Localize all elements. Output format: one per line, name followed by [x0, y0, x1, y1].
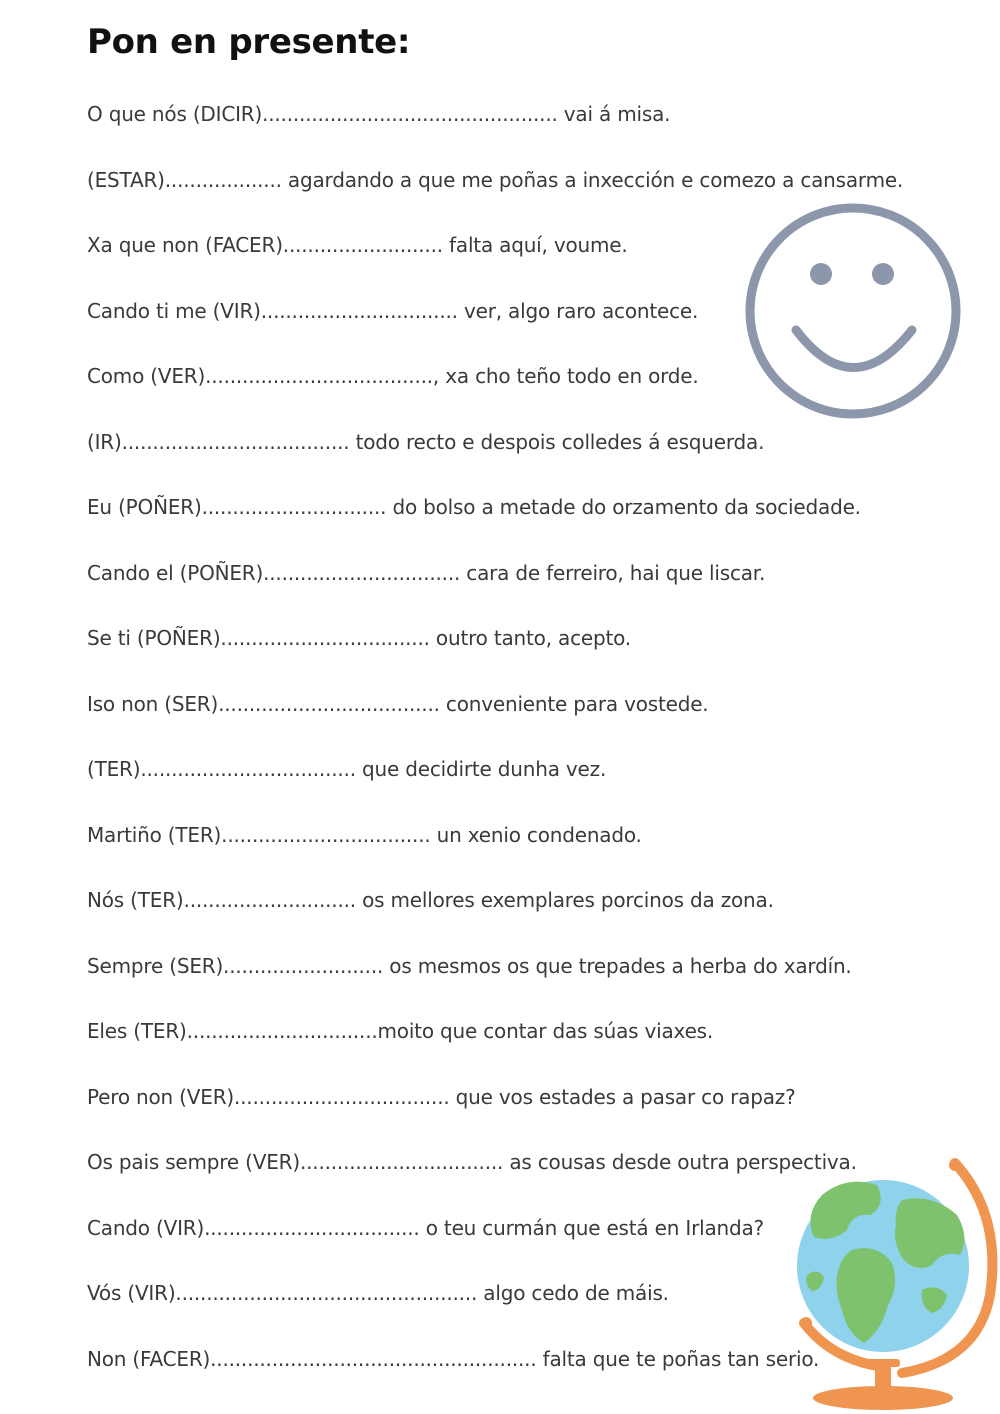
exercise-sentence: Vós (VIR)................................................. algo cedo de máis.: [87, 1281, 669, 1305]
exercise-sentence: Cando el (POÑER)................................ cara de ferreiro, hai que liscar.: [87, 560, 766, 585]
exercise-sentence: Pero non (VER)................................... que vos estades a pasar co rapaz?: [87, 1084, 796, 1109]
exercise-sentence: (IR)..................................... todo recto e despois colledes á esquerda.: [87, 429, 765, 454]
exercise-sentence: Eles (TER)...............................moito que contar das súas viaxes.: [87, 1019, 714, 1043]
exercise-sentence: Xa que non (FACER).......................... falta aquí, voume.: [87, 233, 628, 257]
exercise-sentence: Cando ti me (VIR)................................ ver, algo raro acontece.: [87, 298, 699, 323]
exercise-sentence: Martiño (TER).................................. un xenio condenado.: [87, 822, 642, 847]
exercise-sentence: Nós (TER)............................ os mellores exemplares porcinos da zona.: [87, 888, 774, 912]
exercise-sentence: Non (FACER)..................................................... falta que te poñas tan serio.: [87, 1346, 820, 1371]
exercise-sentence: (TER)................................... que decidirte dunha vez.: [87, 757, 607, 781]
exercise-sentence: Como (VER)....................................., xa cho teño todo en orde.: [87, 364, 699, 388]
exercise-sentence: Os pais sempre (VER)................................. as cousas desde outra perspectiva.: [87, 1150, 857, 1174]
exercise-sentence: Se ti (POÑER).................................. outro tanto, acepto.: [87, 626, 631, 650]
exercise-sentence: Eu (POÑER).............................. do bolso a metade do orzamento da sociedade.: [87, 495, 861, 519]
exercise-sentence: O que nós (DICIR)................................................ vai á misa.: [87, 102, 671, 126]
exercise-sentence: Cando (VIR)................................... o teu curmán que está en Irlanda?: [87, 1215, 764, 1240]
globe-icon: [792, 1155, 998, 1414]
exercise-sentence: Sempre (SER).......................... os mesmos os que trepades a herba do xardín.: [87, 953, 852, 978]
exercise-sentence: Iso non (SER).................................... conveniente para vostede.: [87, 691, 709, 716]
smiley-face-icon: [742, 200, 964, 422]
page-title: Pon en presente:: [87, 22, 411, 62]
exercise-sentence: (ESTAR)................... agardando a que me poñas a inxección e comezo a cansarme.: [87, 167, 904, 192]
